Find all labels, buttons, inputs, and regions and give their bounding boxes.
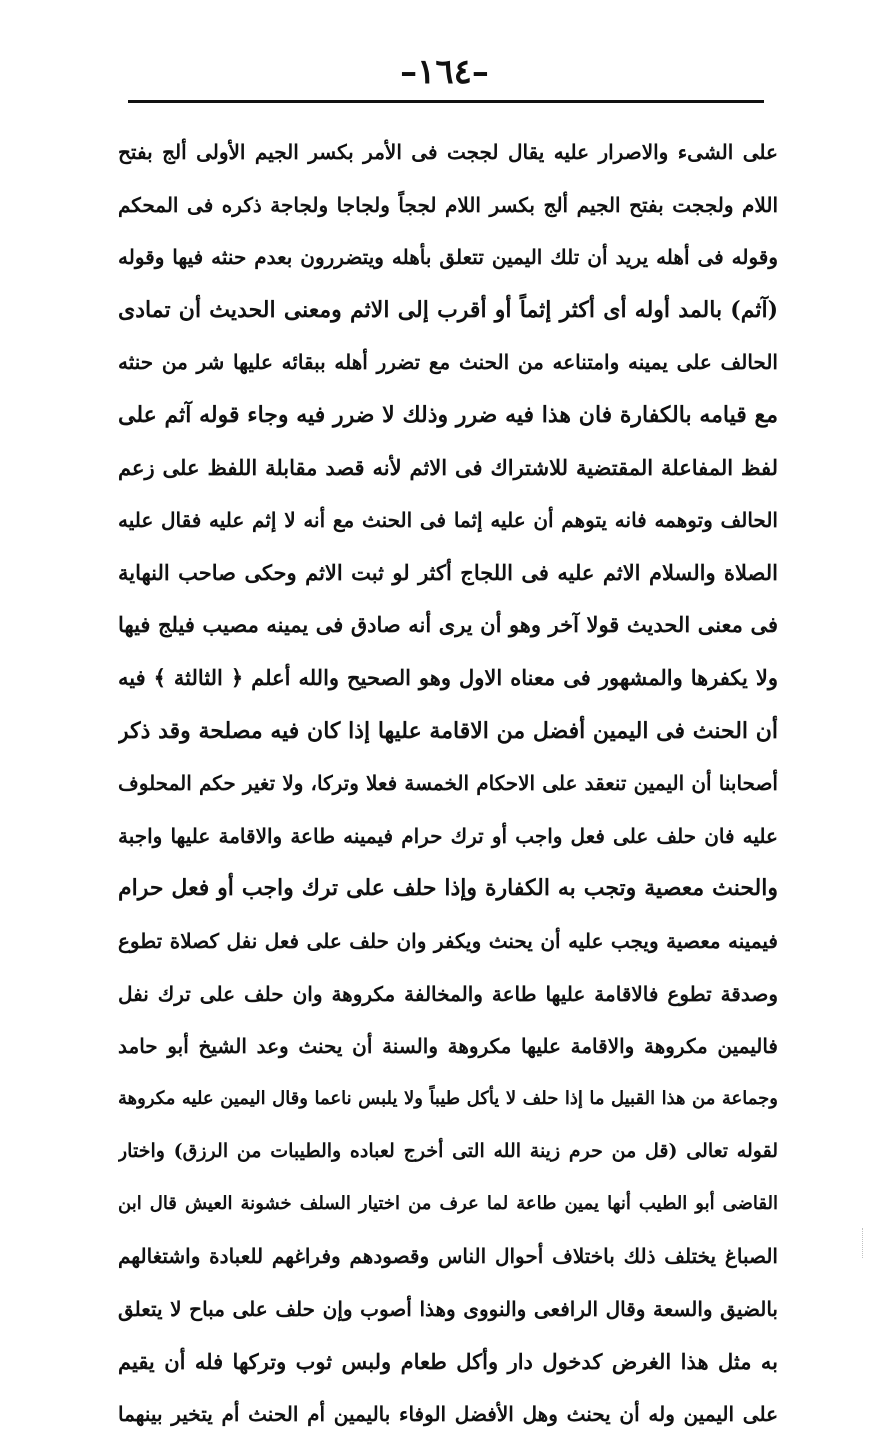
text-line: القاضى أبو الطيب أنها يمين طاعة لما عرف من اختيار السلف خشونة العيش قال ابن (118, 1192, 778, 1214)
text-line: الحالف على يمينه وامتناعه من الحنث مع تضرر أهله ببقائه عليها شر من حنثه (118, 350, 778, 375)
text-line: الصلاة والسلام الاثم عليه فى اللجاج أكثر لو ثبت الاثم وحكى صاحب النهاية (118, 559, 778, 585)
text-line: فاليمين مكروهة والاقامة عليها مكروهة والسنة أن يحنث وعد الشيخ أبو حامد (118, 1034, 778, 1059)
text-line: الحالف وتوهمه فانه يتوهم أن عليه إثما فى الحنث مع أنه لا إثم عليه فقال عليه (118, 508, 778, 533)
body-text (118, 126, 778, 1441)
text-line: على الشىء والاصرار عليه يقال لججت فى الأمر بكسر الجيم الأولى ألج بفتح (118, 140, 778, 164)
text-line: فى معنى الحديث قولا آخر وهو أن يرى أنه صادق فى يمينه مصيب فيلج فيها (118, 612, 778, 638)
text-line: الصباغ يختلف ذلك باختلاف أحوال الناس وقصودهم وفراغهم للعبادة واشتغالهم (118, 1244, 778, 1269)
scan-margin-mark (862, 1228, 877, 1258)
page-number: –١٦٤– (400, 52, 489, 92)
text-line: أصحابنا أن اليمين تنعقد على الاحكام الخمسة فعلا وتركا، ولا تغير حكم المحلوف (118, 771, 778, 796)
text-line: لفظ المفاعلة المقتضية للاشتراك فى الاثم لأنه قصد مقابلة اللفظ على زعم (118, 454, 778, 480)
text-line: (آثم) بالمد أوله أى أكثر إثماً أو أقرب إلى الاثم ومعنى الحديث أن تمادى (118, 296, 778, 323)
text-line: مع قيامه بالكفارة فان هذا فيه ضرر وذلك لا ضرر فيه وجاء قوله آثم على (118, 401, 778, 428)
text-line: لقوله تعالى (قل من حرم زينة الله التى أخرج لعباده والطيبات من الرزق) واختار (118, 1140, 778, 1163)
text-line: عليه فان حلف على فعل واجب أو ترك حرام فيمينه طاعة والاقامة عليها واجبة (118, 823, 778, 848)
text-line: وقوله فى أهله يريد أن تلك اليمين تتعلق بأهله ويتضررون بعدم حنثه فيها وقوله (118, 245, 778, 270)
text-line: وجماعة من هذا القبيل ما إذا حلف لا يأكل طيباً ولا يلبس ناعما وقال اليمين عليه مكروهة (118, 1087, 778, 1109)
text-line: أن الحنث فى اليمين أفضل من الاقامة عليها إذا كان فيه مصلحة وقد ذكر (118, 717, 778, 744)
text-line: ولا يكفرها والمشهور فى معناه الاول وهو الصحيح والله أعلم ﴿ الثالثة ﴾ فيه (118, 664, 778, 690)
text-line: به مثل هذا الغرض كدخول دار وأكل طعام ولبس ثوب وتركها فله أن يقيم (118, 1348, 778, 1374)
text-line: على اليمين وله أن يحنث وهل الأفضل الوفاء باليمين أم الحنث أم يتخير بينهما (118, 1402, 778, 1427)
text-line: بالضيق والسعة وقال الرافعى والنووى وهذا أصوب وإن حلف على مباح لا يتعلق (118, 1297, 778, 1322)
header-divider (128, 100, 764, 103)
text-line: فيمينه معصية ويجب عليه أن يحنث ويكفر وان حلف على فعل نفل كصلاة تطوع (118, 928, 778, 953)
text-line: اللام ولججت بفتح الجيم ألج بكسر اللام لججاً ولجاجا ولجاجة ذكره فى المحكم (118, 192, 778, 217)
text-line: والحنث معصية وتجب به الكفارة وإذا حلف على ترك واجب أو فعل حرام (118, 875, 778, 902)
text-line: وصدقة تطوع فالاقامة عليها طاعة والمخالفة مكروهة وان حلف على ترك نفل (118, 981, 778, 1006)
